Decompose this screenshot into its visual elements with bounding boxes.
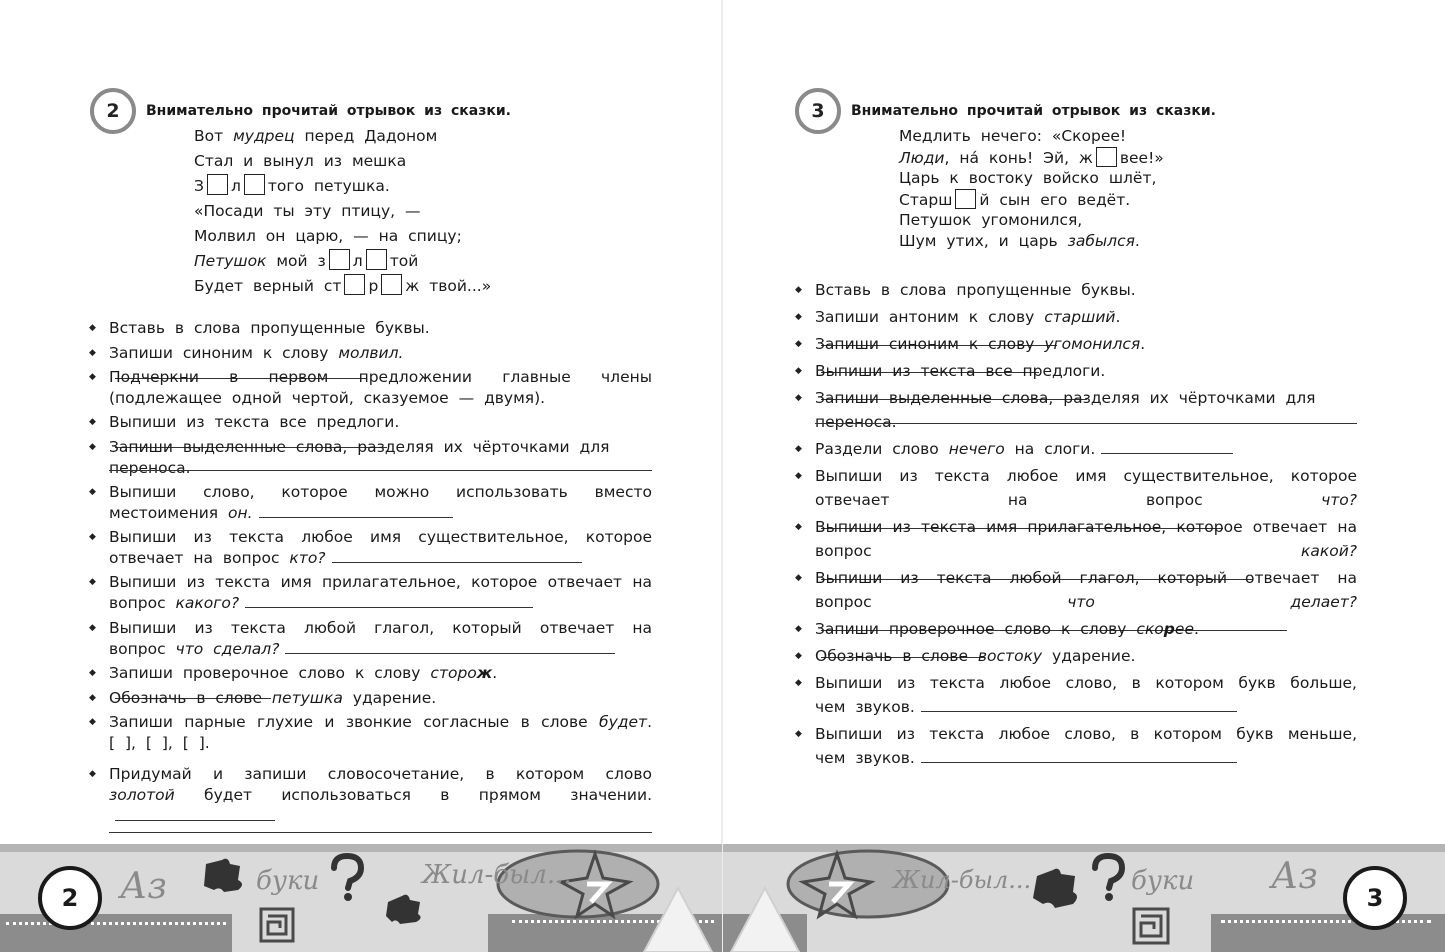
text-fragment: Запиши выделенные слова, разделяя их чёрточками для переноса. bbox=[109, 438, 610, 477]
maze-icon bbox=[258, 906, 296, 944]
text-fragment: . bbox=[1140, 335, 1146, 353]
maze-icon bbox=[1131, 906, 1171, 946]
text-fragment: Запиши антоним к слову bbox=[815, 308, 1045, 326]
text-fragment: Выпиши из текста любой глагол, который отвечает на вопрос bbox=[109, 619, 652, 658]
text-fragment: . bbox=[1134, 232, 1140, 250]
answer-line[interactable] bbox=[332, 548, 582, 563]
answer-line[interactable] bbox=[259, 503, 453, 518]
task-title: Внимательно прочитай отрывок из сказки. bbox=[146, 103, 512, 119]
text-fragment: того петушка. bbox=[267, 177, 390, 195]
task-list bbox=[794, 0, 1357, 800]
question-mark-icon bbox=[326, 852, 368, 902]
task-title: Внимательно прочитай отрывок из сказки. bbox=[851, 103, 1217, 119]
text-fragment: ударение. bbox=[1042, 647, 1136, 665]
text-fragment: р bbox=[368, 277, 379, 295]
text-fragment: Медлить нечего: «Скорее! bbox=[899, 127, 1127, 145]
answer-line[interactable] bbox=[245, 593, 533, 608]
text-fragment: Запиши синоним к слову bbox=[109, 344, 339, 362]
task-item bbox=[88, 618, 652, 660]
text-fragment: й сын его ведёт. bbox=[979, 191, 1131, 209]
puzzle-piece-icon bbox=[200, 856, 246, 896]
task-item bbox=[88, 318, 652, 339]
text-fragment: З bbox=[194, 177, 204, 195]
answer-line[interactable] bbox=[109, 832, 652, 833]
task-item bbox=[88, 437, 652, 479]
text-fragment: Раздели слово bbox=[815, 440, 949, 458]
text-fragment: Запиши проверочное слово к слову bbox=[815, 620, 1137, 638]
text-fragment: будет bbox=[599, 713, 648, 731]
text-fragment: , на́ конь! Эй, ж bbox=[944, 149, 1093, 167]
deco-word: буки bbox=[256, 866, 320, 896]
text-fragment: Выпиши из текста все предлоги. bbox=[109, 413, 400, 431]
question-mark-icon bbox=[1087, 852, 1129, 902]
text-fragment: той bbox=[389, 252, 419, 270]
text-fragment: Запиши парные глухие и звонкие согласные в слове bbox=[109, 713, 600, 731]
task-item bbox=[794, 386, 1357, 434]
deco-word: Жил-был... bbox=[422, 860, 572, 890]
text-fragment: Запиши выделенные слова, разделяя их чёрточками для переноса. bbox=[815, 389, 1316, 431]
text-fragment: что сделал? bbox=[175, 640, 280, 658]
answer-line[interactable] bbox=[921, 748, 1237, 763]
text-fragment: что делает? bbox=[1067, 593, 1357, 611]
text-fragment: Выпиши из текста имя прилагательное, которое отвечает на вопрос bbox=[109, 573, 652, 612]
puzzle-piece-icon bbox=[1029, 866, 1083, 914]
puzzle-piece-icon bbox=[384, 892, 424, 926]
task-item bbox=[794, 644, 1357, 668]
text-fragment: Выпиши из текста любой глагол, который отвечает на вопрос bbox=[815, 569, 1357, 611]
task-item bbox=[88, 367, 652, 409]
task-item bbox=[794, 671, 1357, 719]
answer-line[interactable] bbox=[285, 639, 615, 654]
page-number: 3 bbox=[1343, 866, 1407, 930]
text-fragment: мой з bbox=[266, 252, 326, 270]
text-fragment: забылся bbox=[1067, 232, 1135, 250]
text-fragment: Обозначь в слове bbox=[109, 689, 272, 707]
text-fragment: он. bbox=[228, 504, 253, 522]
text-fragment: Выпиши из текста любое слово, в котором букв меньше, чем звуков. bbox=[815, 725, 1357, 767]
text-fragment: востоку bbox=[977, 647, 1043, 665]
text-fragment: ее bbox=[1174, 620, 1194, 638]
text-fragment: на слоги. bbox=[1004, 440, 1096, 458]
task-item bbox=[88, 482, 652, 524]
text-fragment: ж твой...» bbox=[405, 277, 492, 295]
text-fragment: . bbox=[1193, 620, 1199, 638]
text-fragment: золотой bbox=[109, 786, 175, 804]
text-fragment: будет использоваться в прямом значении. bbox=[174, 786, 652, 804]
text-fragment: Царь к востоку войско шлёт, bbox=[899, 169, 1157, 187]
answer-line[interactable] bbox=[115, 806, 275, 821]
text-fragment: сторож bbox=[430, 664, 493, 682]
text-fragment: «Посади ты эту птицу, — bbox=[194, 202, 421, 220]
text-fragment: кто? bbox=[289, 549, 326, 567]
text-fragment: Запиши проверочное слово к слову bbox=[109, 664, 431, 682]
footer-band bbox=[723, 844, 1445, 952]
text-fragment: Вставь в слова пропущенные буквы. bbox=[815, 281, 1136, 299]
text-fragment: перед Дадоном bbox=[294, 127, 438, 145]
text-fragment: Выпиши из текста имя прилагательное, которое отвечает на вопрос bbox=[815, 518, 1357, 560]
text-fragment: мудрец bbox=[233, 127, 295, 145]
text-fragment: петушка bbox=[271, 689, 343, 707]
page-number: 2 bbox=[38, 866, 102, 930]
text-fragment: Вставь в слова пропущенные буквы. bbox=[109, 319, 430, 337]
text-fragment: р bbox=[1163, 620, 1175, 638]
task-item bbox=[88, 688, 652, 709]
deco-word: Жил-был... bbox=[893, 866, 1032, 894]
task-item bbox=[88, 764, 652, 827]
text-fragment: Выпиши из текста любое имя существительное, которое отвечает на вопрос bbox=[815, 467, 1357, 509]
text-fragment: Люди bbox=[899, 149, 945, 167]
answer-line[interactable] bbox=[815, 423, 1357, 424]
text-fragment: старший bbox=[1044, 308, 1116, 326]
text-fragment: Выпиши из текста любое слово, в котором букв больше, чем звуков. bbox=[815, 674, 1357, 716]
text-fragment: Выпиши из текста любое имя существительное, которое отвечает на вопрос bbox=[109, 528, 652, 567]
text-fragment: Петушок bbox=[194, 252, 267, 270]
left-page bbox=[0, 0, 722, 952]
text-fragment: . bbox=[492, 664, 498, 682]
answer-line[interactable] bbox=[109, 470, 652, 471]
text-fragment: л bbox=[352, 252, 363, 270]
text-fragment: Выпиши из текста все предлоги. bbox=[815, 362, 1106, 380]
task-number-badge: 2 bbox=[90, 88, 136, 134]
task-item bbox=[794, 722, 1357, 770]
right-page bbox=[723, 0, 1445, 952]
deco-word: буки bbox=[1131, 866, 1195, 896]
text-fragment: Запиши синоним к слову bbox=[815, 335, 1045, 353]
answer-line[interactable] bbox=[921, 697, 1237, 712]
text-fragment: угомонился bbox=[1044, 335, 1141, 353]
text-fragment: ударение. bbox=[342, 689, 437, 707]
text-fragment: Петушок угомонился, bbox=[899, 211, 1083, 229]
text-fragment: . bbox=[1115, 308, 1121, 326]
task-item bbox=[794, 278, 1357, 302]
text-fragment: Выпиши слово, которое можно использовать вместо местоимения bbox=[109, 483, 652, 522]
text-fragment: Обозначь в слове bbox=[815, 647, 978, 665]
text-fragment: Стал и вынул из мешка bbox=[194, 152, 407, 170]
text-fragment: Шум утих, и царь bbox=[899, 232, 1068, 250]
text-fragment: молвил. bbox=[338, 344, 404, 362]
deco-word: Аз bbox=[120, 866, 167, 907]
text-fragment: вее!» bbox=[1119, 149, 1164, 167]
footer-band bbox=[0, 844, 722, 952]
text-fragment: Молвил он царю, — на спицу; bbox=[194, 227, 462, 245]
answer-line[interactable] bbox=[1101, 439, 1233, 454]
text-fragment: Старш bbox=[899, 191, 953, 209]
task-number-badge: 3 bbox=[795, 88, 841, 134]
text-fragment: какой? bbox=[1300, 542, 1357, 560]
task-item bbox=[88, 572, 652, 614]
text-fragment: Будет верный ст bbox=[194, 277, 342, 295]
text-fragment: . [ ], [ ], [ ]. bbox=[109, 713, 652, 752]
text-fragment: Вот bbox=[194, 127, 234, 145]
text-fragment: ско bbox=[1136, 620, 1164, 638]
task-list bbox=[88, 0, 652, 840]
task-item bbox=[88, 527, 652, 569]
task-item bbox=[88, 712, 652, 754]
text-fragment: нечего bbox=[948, 440, 1005, 458]
text-fragment: Подчеркни в первом предложении главные члены (подлежащее одной чертой, сказуемое — двумя). bbox=[109, 368, 652, 407]
text-fragment: что? bbox=[1321, 491, 1357, 509]
text-fragment: л bbox=[230, 177, 241, 195]
task-item bbox=[794, 437, 1357, 461]
text-fragment: какого? bbox=[175, 594, 240, 612]
deco-word: Аз bbox=[1271, 856, 1318, 897]
text-fragment: Придумай и запиши словосочетание, в котором слово bbox=[109, 765, 652, 783]
